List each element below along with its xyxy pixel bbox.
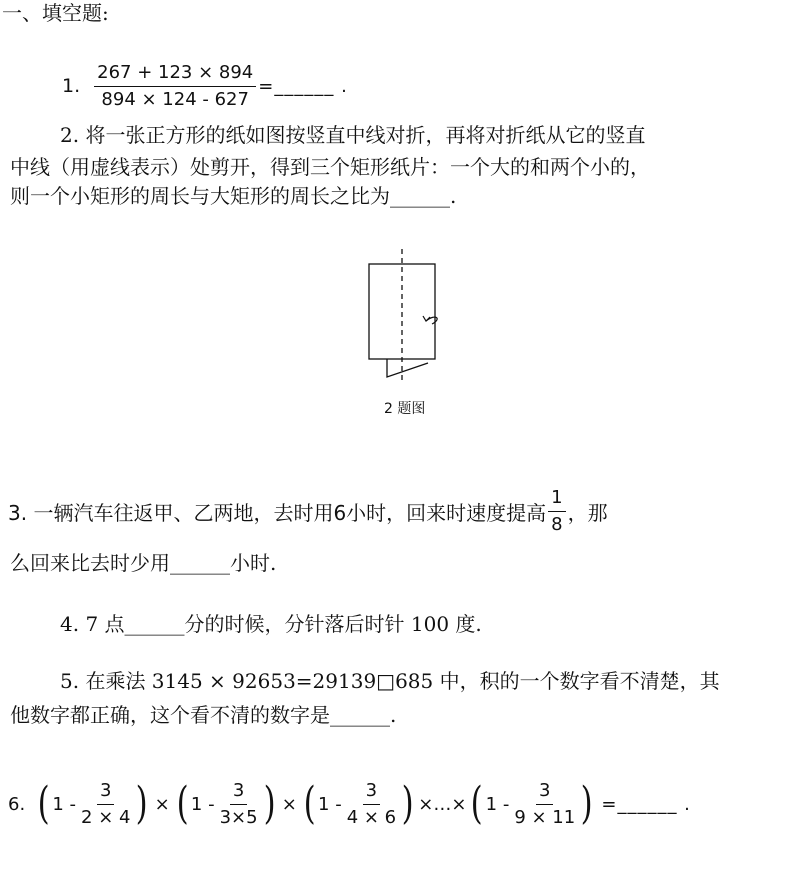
term-3-fraction — [344, 780, 399, 829]
arrowhead-icon — [423, 316, 430, 321]
question-1 — [62, 56, 348, 116]
question-2-line-3: 则一个小矩形的周长与大矩形的周长之比为______. — [10, 184, 457, 208]
question-3-frac-numerator: 1 — [548, 487, 565, 512]
question-1-answer-blank: =______ . — [258, 75, 348, 97]
question-2-line-2: 中线（用虚线表示）处剪开，得到三个矩形纸片：一个大的和两个小的， — [10, 155, 650, 179]
question-5-line-1: 5. 在乘法 3145 × 92653=29139□685 中，积的一个数字看不清楚，其 — [60, 669, 720, 693]
section-title: 一、填空题: — [2, 1, 109, 25]
question-3-frac-denominator: 8 — [551, 513, 563, 535]
term-1-numerator: 3 — [97, 780, 114, 805]
left-paren-4: ( — [471, 778, 484, 829]
question-1-numerator: 267 + 123 × 894 — [94, 62, 256, 87]
term-4-one: 1 - — [485, 793, 510, 815]
term-2-numerator: 3 — [230, 780, 247, 805]
term-3-denominator: 4 × 6 — [346, 806, 397, 828]
question-2-figure — [360, 245, 450, 420]
times-2: × — [281, 793, 297, 815]
term-2-fraction — [217, 780, 261, 829]
term-3-one: 1 - — [318, 793, 342, 815]
term-1-denominator: 2 × 4 — [81, 806, 131, 828]
question-6-answer-blank: =______ . — [601, 793, 691, 815]
left-paren-3: ( — [303, 778, 316, 829]
right-paren-4: ) — [580, 778, 593, 829]
term-4-fraction — [511, 780, 578, 829]
term-4-numerator: 3 — [536, 780, 553, 805]
ellipsis-times: ×…× — [418, 793, 467, 815]
question-1-denominator: 894 × 124 - 627 — [101, 88, 249, 110]
question-3-text: 3. 一辆汽车往返甲、乙两地，去时用6小时，回来时速度提高 — [8, 500, 547, 525]
left-paren-2: ( — [176, 778, 189, 829]
right-paren-2: ) — [263, 778, 276, 829]
right-paren-3: ) — [401, 778, 414, 829]
term-4-denominator: 9 × 11 — [514, 806, 576, 828]
question-6-number: 6. — [8, 793, 26, 815]
question-4: 4. 7 点______分的时候，分针落后时针 100 度. — [60, 612, 482, 636]
question-6 — [8, 770, 691, 838]
term-2-denominator: 3×5 — [219, 806, 258, 828]
times-1: × — [154, 793, 170, 815]
question-3-line-1 — [8, 485, 608, 537]
term-1-one: 1 - — [52, 793, 77, 815]
question-2-line-1: 2. 将一张正方形的纸如图按竖直中线对折，再将对折纸从它的竖直 — [60, 123, 646, 147]
question-1-fraction — [94, 62, 256, 111]
term-1-fraction — [78, 780, 133, 829]
left-paren-1: ( — [37, 778, 50, 829]
question-3-line-2: 么回来比去时少用______小时. — [10, 551, 277, 575]
right-paren-1: ) — [136, 778, 149, 829]
term-3-numerator: 3 — [363, 780, 380, 805]
figure-caption: 2 题图 — [384, 401, 426, 417]
fold-flap — [387, 359, 428, 377]
question-1-number: 1. — [62, 75, 81, 97]
question-3-fraction — [548, 487, 565, 536]
term-2-one: 1 - — [190, 793, 215, 815]
question-3-text-end: ，那 — [567, 500, 608, 525]
question-5-line-2: 他数字都正确，这个看不清的数字是______. — [10, 703, 397, 727]
